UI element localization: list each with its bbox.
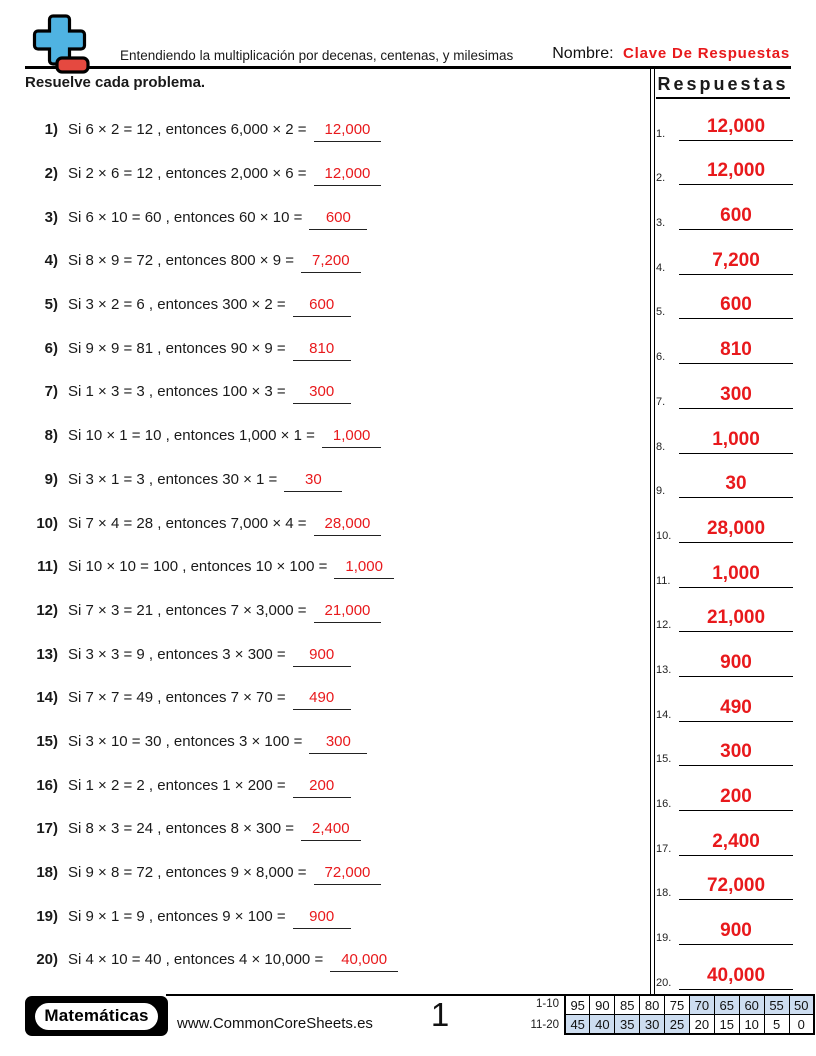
problem-number: 14) [36, 689, 58, 707]
score-cell: 25 [665, 1015, 690, 1035]
problem-row [25, 720, 647, 764]
answer-row [656, 766, 793, 811]
problem-row [25, 851, 647, 895]
instruction-text: Resuelve cada problema. [25, 74, 206, 91]
worksheet-title: Entendiendo la multiplicación por decenas, centenas, y milesimas [120, 48, 514, 63]
plus-minus-logo [26, 13, 94, 77]
header-divider [25, 66, 791, 69]
score-cell: 50 [789, 995, 814, 1015]
problem-text: Si 7 × 3 = 21 , entonces 7 × 3,000 = [68, 601, 307, 619]
problem-number: 1) [44, 121, 58, 139]
name-block [552, 45, 790, 63]
problem-answer-blank: 12,000 [314, 165, 382, 186]
problem-answer-blank: 600 [293, 296, 351, 317]
problem-number: 2) [44, 165, 58, 183]
answer-number: 7. [656, 395, 666, 408]
score-cell: 10 [739, 1015, 764, 1035]
answer-row [656, 96, 793, 141]
score-cell: 40 [590, 1015, 615, 1035]
answer-blank: 21,000 [679, 608, 793, 632]
problem-text: Si 3 × 10 = 30 , entonces 3 × 100 = [68, 732, 303, 750]
answer-number: 19. [656, 932, 672, 945]
problem-text: Si 9 × 9 = 81 , entonces 90 × 9 = [68, 339, 286, 357]
page-number: 1 [430, 996, 450, 1033]
score-row-label: 11-20 [530, 1018, 559, 1031]
answer-blank: 7,200 [679, 251, 793, 275]
problem-answer-blank: 21,000 [314, 602, 382, 623]
problem-number: 18) [36, 864, 58, 882]
problem-number: 11) [37, 558, 58, 576]
answer-blank: 900 [679, 653, 793, 677]
answer-number: 2. [656, 172, 666, 185]
answer-number: 12. [656, 619, 672, 632]
answer-number: 16. [656, 798, 672, 810]
problem-row [25, 632, 647, 676]
answer-blank: 1,000 [679, 430, 793, 454]
score-cell: 70 [689, 995, 714, 1015]
problem-number: 16) [36, 776, 58, 794]
answer-number: 6. [656, 351, 666, 364]
answer-blank: 600 [679, 295, 793, 319]
score-grid [564, 994, 815, 1035]
answer-blank: 30 [679, 474, 793, 498]
problem-answer-blank: 200 [293, 777, 351, 798]
problem-row [25, 370, 647, 414]
answer-blank: 810 [679, 340, 793, 364]
problem-answer-blank: 2,400 [301, 820, 361, 841]
answer-row [656, 275, 793, 320]
problem-answer-blank: 28,000 [314, 515, 382, 536]
score-cell: 35 [615, 1015, 640, 1035]
problems-list [25, 108, 647, 982]
answer-number: 11. [656, 574, 671, 587]
problem-text: Si 6 × 2 = 12 , entonces 6,000 × 2 = [68, 121, 307, 139]
problem-number: 13) [36, 645, 58, 663]
score-cell: 55 [764, 995, 789, 1015]
answer-blank: 72,000 [679, 876, 793, 900]
problem-answer-blank: 72,000 [314, 864, 382, 885]
problem-text: Si 9 × 8 = 72 , entonces 9 × 8,000 = [68, 864, 307, 882]
answer-row [656, 141, 793, 186]
answer-row [656, 543, 793, 588]
problem-answer-blank: 600 [309, 209, 367, 230]
problem-row [25, 458, 647, 502]
problem-row [25, 326, 647, 370]
score-cell: 65 [714, 995, 739, 1015]
problem-row [25, 152, 647, 196]
answers-list [656, 96, 793, 990]
score-cell: 20 [689, 1015, 714, 1035]
score-row-labels [525, 994, 559, 1035]
problem-row [25, 589, 647, 633]
problem-text: Si 1 × 3 = 3 , entonces 100 × 3 = [68, 383, 286, 401]
problem-row [25, 807, 647, 851]
problem-text: Si 4 × 10 = 40 , entonces 4 × 10,000 = [68, 951, 324, 969]
answer-row [656, 319, 793, 364]
score-cell: 90 [590, 995, 615, 1015]
answer-number: 1. [656, 127, 666, 140]
problem-row [25, 894, 647, 938]
problem-text: Si 8 × 9 = 72 , entonces 800 × 9 = [68, 252, 295, 270]
answer-row [656, 900, 793, 945]
score-cell: 5 [764, 1015, 789, 1035]
problem-answer-blank: 490 [293, 689, 351, 710]
problem-row [25, 545, 647, 589]
answer-row [656, 588, 793, 633]
problem-number: 4) [44, 252, 58, 270]
answer-number: 17. [656, 842, 672, 855]
problem-text: Si 10 × 1 = 10 , entonces 1,000 × 1 = [68, 427, 315, 445]
answer-row [656, 632, 793, 677]
problem-text: Si 3 × 1 = 3 , entonces 30 × 1 = [68, 470, 278, 488]
answer-blank: 2,400 [679, 832, 793, 856]
problem-answer-blank: 810 [293, 340, 351, 361]
problem-row [25, 676, 647, 720]
answer-blank: 300 [679, 385, 793, 409]
problem-answer-blank: 300 [309, 733, 367, 754]
answer-blank: 900 [679, 921, 793, 945]
problem-number: 3) [44, 208, 58, 226]
problem-row [25, 938, 647, 982]
problem-number: 17) [36, 820, 58, 838]
answer-number: 14. [656, 708, 672, 721]
problem-number: 5) [44, 296, 58, 314]
answer-row [656, 945, 793, 990]
answers-divider [650, 69, 655, 994]
score-cell: 15 [714, 1015, 739, 1035]
problem-row [25, 501, 647, 545]
problem-row [25, 414, 647, 458]
problem-row [25, 195, 647, 239]
answer-number: 13. [656, 663, 672, 676]
answer-blank: 12,000 [679, 117, 793, 141]
problem-answer-blank: 12,000 [314, 121, 382, 142]
answer-blank: 28,000 [679, 519, 793, 543]
problem-answer-blank: 30 [284, 471, 342, 492]
problem-answer-blank: 900 [293, 646, 351, 667]
problem-text: Si 6 × 10 = 60 , entonces 60 × 10 = [68, 208, 303, 226]
problem-number: 20) [36, 951, 58, 969]
problem-number: 8) [44, 427, 58, 445]
answer-blank: 490 [679, 698, 793, 722]
problem-text: Si 1 × 2 = 2 , entonces 1 × 200 = [68, 776, 286, 794]
score-cell: 30 [640, 1015, 665, 1035]
answer-number: 4. [656, 261, 666, 274]
answer-number: 3. [656, 217, 666, 230]
score-cell: 45 [565, 1015, 590, 1035]
problem-number: 15) [36, 732, 58, 750]
score-row-label: 1-10 [535, 998, 559, 1011]
brand-name: Matemáticas [35, 1003, 157, 1030]
answer-number: 15. [656, 753, 672, 766]
problem-text: Si 7 × 7 = 49 , entonces 7 × 70 = [68, 689, 286, 707]
answer-row [656, 364, 793, 409]
problem-answer-blank: 900 [293, 908, 351, 929]
minus-icon [57, 58, 88, 72]
answers-panel-title: Respuestas [656, 74, 789, 99]
answer-row [656, 454, 793, 499]
problem-answer-blank: 1,000 [322, 427, 382, 448]
answer-row [656, 498, 793, 543]
problem-text: Si 10 × 10 = 100 , entonces 10 × 100 = [68, 558, 328, 576]
problem-row [25, 108, 647, 152]
answer-row [656, 856, 793, 901]
score-cell: 0 [789, 1015, 814, 1035]
problem-row [25, 239, 647, 283]
problem-text: Si 7 × 4 = 28 , entonces 7,000 × 4 = [68, 514, 307, 532]
answer-row [656, 185, 793, 230]
answer-number: 10. [656, 529, 672, 542]
score-cell: 85 [615, 995, 640, 1015]
answer-row [656, 230, 793, 275]
score-table [525, 994, 815, 1035]
problem-text: Si 2 × 6 = 12 , entonces 2,000 × 6 = [68, 165, 307, 183]
answer-blank: 1,000 [679, 564, 793, 588]
score-cell: 95 [565, 995, 590, 1015]
problem-answer-blank: 300 [293, 383, 351, 404]
problem-number: 6) [44, 339, 58, 357]
problem-row [25, 763, 647, 807]
problem-answer-blank: 7,200 [301, 252, 361, 273]
problem-number: 10) [36, 514, 58, 532]
problem-answer-blank: 1,000 [334, 558, 394, 579]
website-url: www.CommonCoreSheets.es [177, 1015, 373, 1032]
answer-number: 9. [656, 485, 666, 498]
score-cell: 60 [739, 995, 764, 1015]
answer-row [656, 722, 793, 767]
name-label: Nombre: [552, 45, 614, 62]
answer-key-label: Clave De Respuestas [623, 45, 790, 62]
answer-blank: 12,000 [679, 161, 793, 185]
brand-badge [25, 996, 168, 1036]
answer-number: 18. [656, 887, 672, 900]
problem-row [25, 283, 647, 327]
problem-text: Si 8 × 3 = 24 , entonces 8 × 300 = [68, 820, 295, 838]
answer-blank: 300 [679, 742, 793, 766]
problem-number: 19) [36, 907, 58, 925]
problem-text: Si 3 × 3 = 9 , entonces 3 × 300 = [68, 645, 286, 663]
problem-number: 12) [36, 601, 58, 619]
answer-row [656, 677, 793, 722]
answer-blank: 200 [679, 787, 793, 811]
answer-number: 5. [656, 306, 666, 319]
answer-row [656, 409, 793, 454]
problem-text: Si 9 × 1 = 9 , entonces 9 × 100 = [68, 907, 286, 925]
problem-number: 7) [44, 383, 58, 401]
problem-answer-blank: 40,000 [330, 951, 398, 972]
problem-text: Si 3 × 2 = 6 , entonces 300 × 2 = [68, 296, 286, 314]
answer-number: 20. [656, 976, 672, 989]
score-cell: 80 [640, 995, 665, 1015]
score-cell: 75 [665, 995, 690, 1015]
problem-number: 9) [44, 470, 58, 488]
answer-blank: 40,000 [679, 966, 793, 990]
answer-blank: 600 [679, 206, 793, 230]
answer-number: 8. [656, 440, 666, 453]
answer-row [656, 811, 793, 856]
